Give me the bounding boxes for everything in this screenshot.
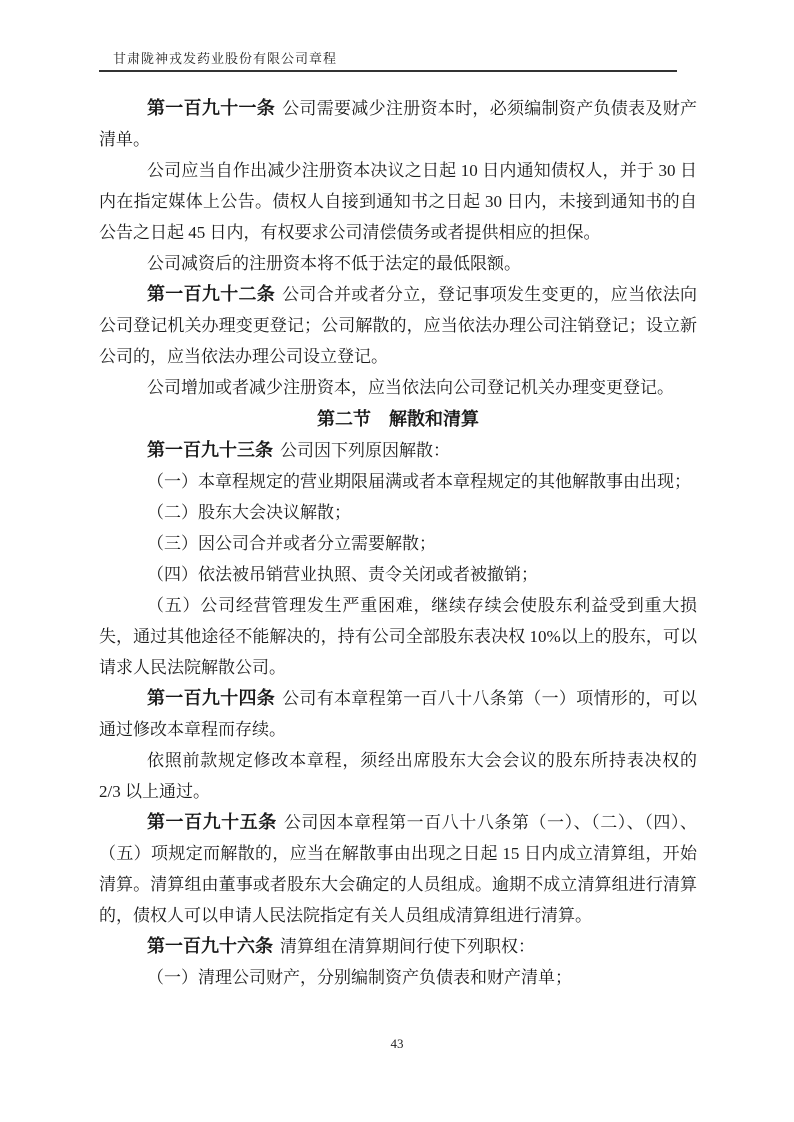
list-item-paragraph: （一）本章程规定的营业期限届满或者本章程规定的其他解散事由出现； xyxy=(147,472,691,491)
body-paragraph: 依照前款规定修改本章程，须经出席股东大会会议的股东所持表决权的 2/3 以上通过。 xyxy=(99,751,697,801)
article-number: 第一百九十六条 xyxy=(147,936,273,956)
list-item-paragraph: （五）公司经营管理发生严重困难，继续存续会使股东利益受到重大损失，通过其他途径不能解决的，持有公司全部股东表决权 10%以上的股东，可以请求人民法院解散公司。 xyxy=(99,596,697,677)
article-number: 第一百九十三条 xyxy=(147,440,273,460)
article-paragraph xyxy=(99,435,697,466)
list-item-paragraph: （三）因公司合并或者分立需要解散； xyxy=(147,534,436,553)
article-text: 公司合并或者分立，登记事项发生变更的，应当依法向公司登记机关办理变更登记；公司解散的，应当依法办理公司注销登记；设立新公司的，应当依法办理公司设立登记。 xyxy=(99,285,698,366)
article-number: 第一百九十五条 xyxy=(147,812,277,832)
document-body xyxy=(99,93,697,993)
article-paragraph xyxy=(99,931,697,962)
header-divider xyxy=(99,70,677,72)
article-text: 清算组在清算期间行使下列职权： xyxy=(280,937,535,956)
list-item-paragraph: （一）清理公司财产，分别编制资产负债表和财产清单； xyxy=(147,968,572,987)
article-number: 第一百九十四条 xyxy=(147,688,276,708)
article-text: 公司有本章程第一百八十八条第（一）项情形的，可以通过修改本章程而存续。 xyxy=(99,689,698,739)
article-text: 公司需要减少注册资本时，必须编制资产负债表及财产清单。 xyxy=(99,99,698,149)
article-paragraph xyxy=(99,683,697,745)
article-text: 公司因本章程第一百八十八条第（一）、（二）、（四）、（五）项规定而解散的，应当在解散事由出现之日起 15 日内成立清算组，开始清算。清算组由董事或者股东大会确定的人员组成。逾期不成立清算组进行清算的，债权人可以申请人民法院指定有关人员组成清算组进行清算。 xyxy=(99,813,697,925)
body-paragraph: 公司减资后的注册资本将不低于法定的最低限额。 xyxy=(147,254,521,273)
list-item-paragraph: （四）依法被吊销营业执照、责令关闭或者被撤销； xyxy=(147,565,538,584)
article-paragraph xyxy=(99,279,697,372)
body-paragraph: 公司应当自作出减少注册资本决议之日起 10 日内通知债权人，并于 30 日内在指定媒体上公告。债权人自接到通知书之日起 30 日内，未接到通知书的自公告之日起 45 日内，有权要求公司清偿债务或者提供相应的担保。 xyxy=(99,161,697,242)
article-paragraph xyxy=(99,807,697,931)
page-number: 43 xyxy=(390,1036,404,1051)
section-heading: 第二节 解散和清算 xyxy=(317,409,479,429)
article-paragraph xyxy=(99,93,697,155)
article-text: 公司因下列原因解散： xyxy=(280,441,450,460)
list-item-paragraph: （二）股东大会决议解散； xyxy=(147,503,351,522)
header-title: 甘肃陇神戎发药业股份有限公司章程 xyxy=(113,51,338,66)
article-number: 第一百九十一条 xyxy=(147,98,276,118)
body-paragraph: 公司增加或者减少注册资本，应当依法向公司登记机关办理变更登记。 xyxy=(147,378,674,397)
article-number: 第一百九十二条 xyxy=(147,284,276,304)
